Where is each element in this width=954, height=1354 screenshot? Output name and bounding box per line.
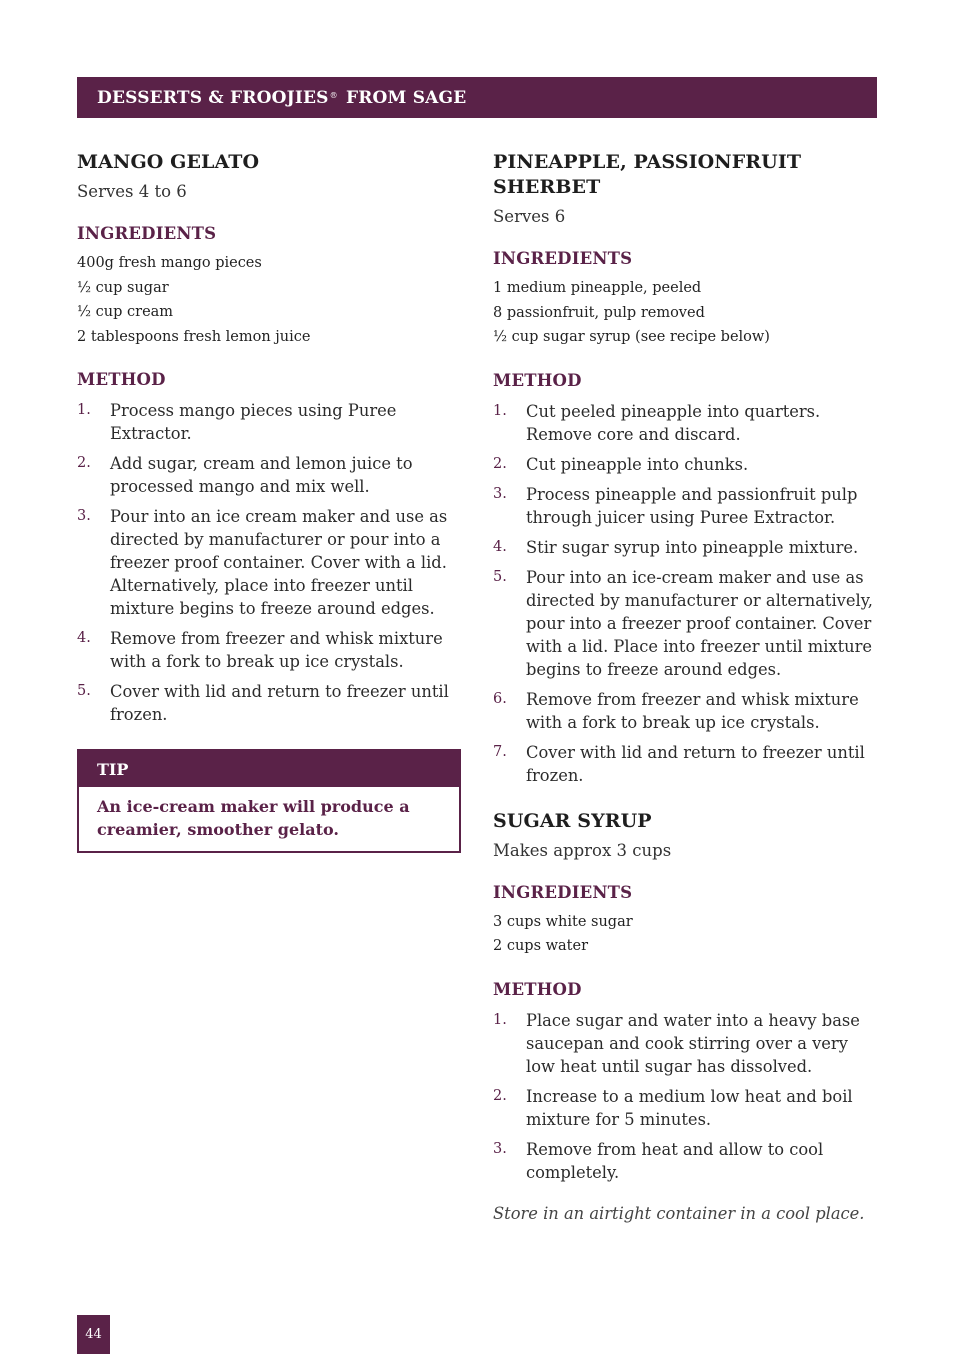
step-text: Pour into an ice cream maker and use as directed by manufacturer or pour into a freezer proof container. Cover with a lid. Alternatively, place into freezer until mixture begins to freeze around edges. [110, 507, 448, 618]
method-step [493, 688, 877, 734]
syrup-ingredients-list [493, 910, 877, 959]
step-text: Cover with lid and return to freezer until frozen. [110, 682, 449, 724]
sherbet-title-line1: PINEAPPLE, PASSIONFRUIT [493, 151, 802, 173]
sherbet-method-heading: METHOD [493, 370, 582, 390]
method-step [493, 566, 877, 681]
banner-title: DESSERTS & FROOJIES [97, 87, 329, 108]
syrup-ingredients-heading: INGREDIENTS [493, 882, 633, 902]
step-number: 3. [493, 485, 507, 502]
method-step [77, 680, 461, 726]
sherbet-serves: Serves 6 [493, 207, 566, 226]
step-text: Place sugar and water into a heavy base saucepan and cook stirring over a very low heat until sugar has dissolved. [526, 1010, 860, 1076]
step-text: Process mango pieces using Puree Extractor. [110, 401, 397, 443]
step-text: Process pineapple and passionfruit pulp through juicer using Puree Extractor. [526, 484, 858, 527]
storage-note: Store in an airtight container in a cool place. [493, 1203, 865, 1223]
left-column [77, 150, 461, 853]
mango-method-list [77, 399, 461, 726]
list-item: 2 tablespoons fresh lemon juice [77, 328, 311, 345]
method-step [493, 400, 877, 446]
mango-ingredients-heading: INGREDIENTS [77, 224, 217, 243]
step-number: 3. [77, 508, 91, 524]
step-number: 5. [493, 568, 507, 585]
method-step [493, 1138, 877, 1184]
step-number: 4. [493, 538, 507, 555]
step-text: Cut pineapple into chunks. [526, 454, 749, 474]
syrup-method-list [493, 1009, 877, 1184]
right-column [493, 150, 877, 1225]
mango-title: MANGO GELATO [77, 151, 260, 173]
sherbet-method-list [493, 400, 877, 787]
step-number: 4. [77, 630, 91, 646]
registered-mark: ® [329, 91, 338, 100]
list-item: 8 passionfruit, pulp removed [493, 304, 705, 321]
step-number: 6. [493, 690, 507, 707]
mango-method-heading: METHOD [77, 370, 166, 389]
method-step [493, 536, 877, 559]
method-step [77, 505, 461, 620]
sherbet-ingredients-heading: INGREDIENTS [493, 249, 633, 268]
mango-ingredients-list [77, 251, 461, 349]
tip-heading: TIP [79, 751, 459, 787]
step-text: Add sugar, cream and lemon juice to processed mango and mix well. [110, 454, 413, 496]
step-text: Remove from freezer and whisk mixture with a fork to break up ice crystals. [110, 629, 443, 671]
step-text: Stir sugar syrup into pineapple mixture. [526, 537, 859, 557]
banner-title-end: FROM SAGE [339, 87, 467, 108]
tip-box [77, 749, 461, 853]
page-number: 44 [77, 1315, 110, 1354]
list-item: ½ cup cream [77, 304, 174, 320]
step-text: Cut peeled pineapple into quarters. Remove core and discard. [526, 401, 821, 444]
step-number: 1. [493, 402, 507, 419]
section-banner [77, 77, 877, 118]
method-step [493, 483, 877, 529]
step-text: Pour into an ice-cream maker and use as directed by manufacturer or alternatively, pour into a freezer proof container. Cover with a lid. Place into freezer until mixture begins to freeze around edges. [526, 567, 873, 679]
mango-serves: Serves 4 to 6 [77, 182, 187, 201]
list-item: ½ cup sugar [77, 279, 169, 296]
step-text: Increase to a medium low heat and boil mixture for 5 minutes. [526, 1086, 853, 1129]
list-item: 3 cups white sugar [493, 913, 633, 930]
step-number: 2. [77, 455, 91, 471]
step-number: 5. [77, 683, 91, 699]
step-text: Remove from heat and allow to cool completely. [526, 1139, 824, 1182]
syrup-method-heading: METHOD [493, 979, 582, 999]
list-item: 400g fresh mango pieces [77, 255, 262, 271]
sherbet-title [493, 150, 877, 200]
step-number: 2. [493, 455, 507, 472]
sherbet-ingredients-list [493, 276, 877, 350]
syrup-serves: Makes approx 3 cups [493, 840, 672, 860]
method-step [77, 452, 461, 498]
step-text: Cover with lid and return to freezer until frozen. [526, 742, 865, 785]
list-item: 2 cups water [493, 938, 589, 954]
tip-text: An ice-cream maker will produce a creamier, smoother gelato. [97, 797, 410, 839]
step-number: 7. [493, 743, 507, 760]
method-step [493, 1009, 877, 1078]
list-item: ½ cup sugar syrup (see recipe below) [493, 329, 770, 345]
method-step [77, 399, 461, 445]
sherbet-title-line2: SHERBET [493, 176, 601, 198]
syrup-title: SUGAR SYRUP [493, 809, 652, 832]
method-step [493, 741, 877, 787]
list-item: 1 medium pineapple, peeled [493, 280, 702, 296]
method-step [77, 627, 461, 673]
step-text: Remove from freezer and whisk mixture with a fork to break up ice crystals. [526, 689, 859, 732]
step-number: 2. [493, 1087, 507, 1104]
method-step [493, 453, 877, 476]
method-step [493, 1085, 877, 1131]
step-number: 1. [77, 402, 91, 418]
step-number: 1. [493, 1011, 507, 1028]
step-number: 3. [493, 1140, 507, 1157]
